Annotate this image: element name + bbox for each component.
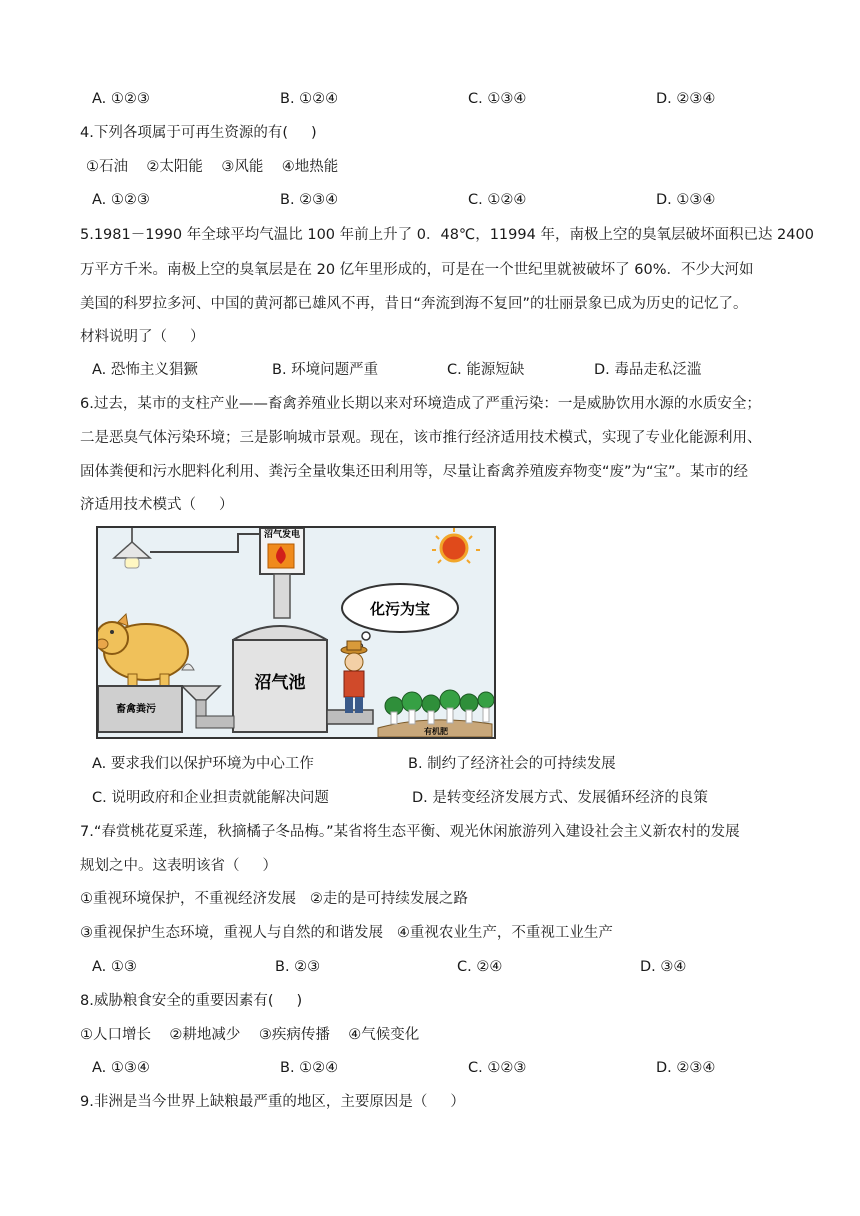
- generator-label: 沼气发电: [263, 530, 301, 540]
- q7-option-b: B. ②③: [275, 959, 321, 975]
- q5-option-b: B. 环境问题严重: [272, 362, 379, 378]
- bubble-text: 化污为宝: [369, 600, 431, 618]
- q6-option-d: D. 是转变经济发展方式、发展循环经济的良策: [412, 790, 708, 806]
- q6-line-4: 济适用技术模式（ ）: [80, 497, 234, 513]
- q3-option-a: A. ①②③: [92, 91, 150, 107]
- q5-line-4: 材料说明了（ ）: [80, 329, 205, 345]
- q4-stem: 4.下列各项属于可再生资源的有( ): [80, 125, 317, 141]
- q7-option-a: A. ①③: [92, 959, 137, 975]
- fertilizer-label: 有机肥: [424, 727, 448, 736]
- q7-item-2: ③重视保护生态环境，重视人与自然的和谐发展 ④重视农业生产，不重视工业生产: [80, 925, 613, 941]
- q6-option-b: B. 制约了经济社会的可持续发展: [408, 756, 616, 772]
- biogas-illustration-svg: [98, 528, 494, 737]
- q7-option-d: D. ③④: [640, 959, 687, 975]
- q5-line-3: 美国的科罗拉多河、中国的黄河都已雄风不再，昔日“奔流到海不复回”的壮丽景象已成为历史的记忆了。: [80, 296, 748, 312]
- farmer-icon: [345, 653, 363, 671]
- q8-option-d: D. ②③④: [656, 1060, 716, 1076]
- q3-option-d: D. ②③④: [656, 91, 716, 107]
- q4-items: ①石油 ②太阳能 ③风能 ④地热能: [86, 159, 339, 175]
- pig-platform-label: 畜禽粪污: [116, 704, 156, 715]
- q8-option-b: B. ①②④: [280, 1060, 339, 1076]
- tank-label: 沼气池: [254, 673, 306, 693]
- q7-line-2: 规划之中。这表明该省（ ）: [80, 858, 278, 874]
- q6-line-2: 二是恶臭气体污染环境；三是影响城市景观。现在，该市推行经济适用技术模式，实现了专业化能源利用、: [80, 430, 762, 446]
- lamp-bulb: [125, 558, 139, 568]
- q7-line-1: 7.“春赏桃花夏采莲，秋摘橘子冬品梅。”某省将生态平衡、观光休闲旅游列入建设社会主义新农村的发展: [80, 824, 740, 840]
- sun-icon: [441, 535, 467, 561]
- q7-option-c: C. ②④: [457, 959, 503, 975]
- q8-option-c: C. ①②③: [468, 1060, 527, 1076]
- q7-item-1: ①重视环境保护，不重视经济发展 ②走的是可持续发展之路: [80, 891, 468, 907]
- q8-items: ①人口增长 ②耕地减少 ③疾病传播 ④气候变化: [80, 1027, 420, 1043]
- q8-option-a: A. ①③④: [92, 1060, 150, 1076]
- q8-stem: 8.威胁粮食安全的重要因素有( ): [80, 993, 303, 1009]
- q3-option-b: B. ①②④: [280, 91, 339, 107]
- q5-option-d: D. 毒品走私泛滥: [594, 362, 702, 378]
- q6-line-3: 固体粪便和污水肥料化利用、粪污全量收集还田利用等，尽量让畜禽养殖废弃物变“废”为“宝”。某市的经: [80, 464, 749, 480]
- q4-option-a: A. ①②③: [92, 192, 150, 208]
- q6-option-a: A. 要求我们以保护环境为中心工作: [92, 756, 314, 772]
- q6-option-c: C. 说明政府和企业担责就能解决问题: [92, 790, 329, 806]
- q4-option-c: C. ①②④: [468, 192, 527, 208]
- q5-line-1: 5.1981－1990 年全球平均气温比 100 年前上升了 0．48℃，11994 年，南极上空的臭氧层破坏面积已达 2400: [80, 227, 814, 243]
- q5-option-c: C. 能源短缺: [447, 362, 525, 378]
- q5-line-2: 万平方千米。南极上空的臭氧层是在 20 亿年里形成的，可是在一个世纪里就被破坏了 60%．不少大河如: [80, 262, 754, 278]
- q4-option-b: B. ②③④: [280, 192, 339, 208]
- q3-option-c: C. ①③④: [468, 91, 527, 107]
- biogas-illustration: [96, 526, 496, 739]
- q6-line-1: 6.过去，某市的支柱产业——畜禽养殖业长期以来对环境造成了严重污染：一是威胁饮用水源的水质安全；: [80, 396, 761, 412]
- q5-option-a: A. 恐怖主义猖獗: [92, 362, 198, 378]
- q9-stem: 9.非洲是当今世界上缺粮最严重的地区，主要原因是（ ）: [80, 1094, 465, 1110]
- q4-option-d: D. ①③④: [656, 192, 716, 208]
- farmer-hat: [347, 641, 361, 650]
